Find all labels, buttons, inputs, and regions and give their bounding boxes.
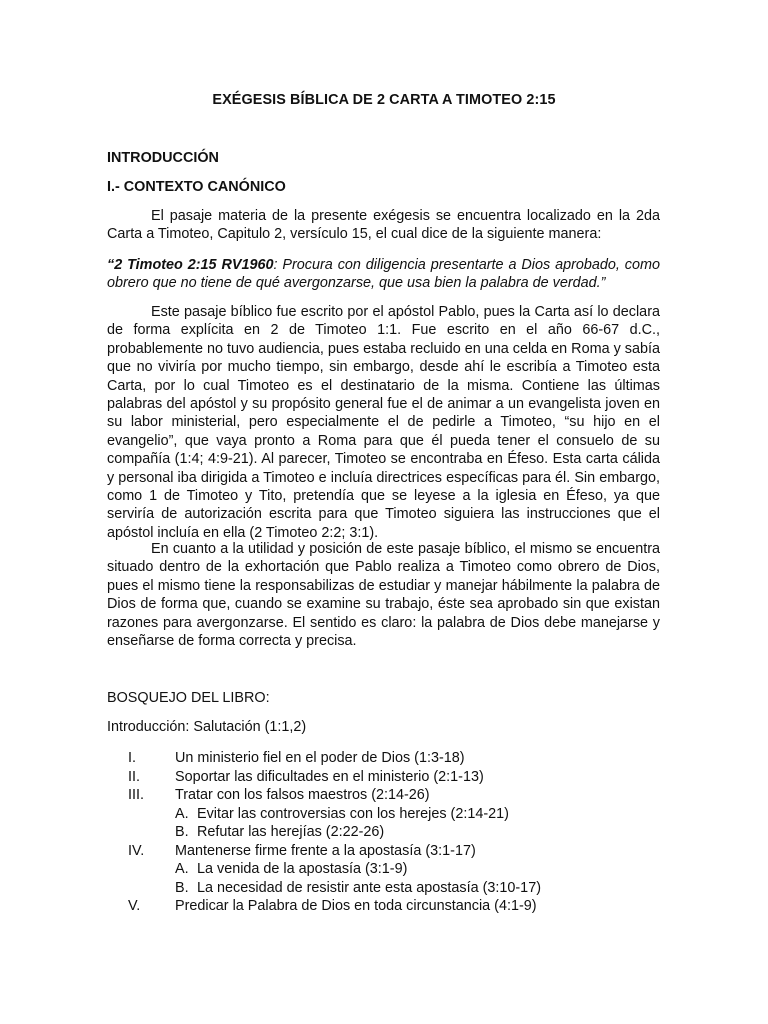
outline-text: Mantenerse firme frente a la apostasía (3:1-17) bbox=[175, 842, 476, 859]
outline-text: La necesidad de resistir ante esta apostasía (3:10-17) bbox=[197, 879, 541, 896]
intro-heading: INTRODUCCIÓN bbox=[107, 150, 219, 166]
outline-text: Soportar las dificultades en el ministerio (2:1-13) bbox=[175, 768, 484, 785]
outline-text: La venida de la apostasía (3:1-9) bbox=[197, 861, 408, 877]
document-title: EXÉGESIS BÍBLICA DE 2 CARTA A TIMOTEO 2:15 bbox=[212, 92, 556, 108]
verse-open-mark: “ bbox=[107, 257, 115, 273]
paragraph-authorship: Este pasaje bíblico fue escrito por el apóstol Pablo, pues la Carta así lo declara de forma explícita en 2 de Timoteo 1:1. Fue escrito en el año 66-67 d.C., probablemente no tuvo audiencia, pues estaba recluido en una celda en Roma y sabía que no viviría por mucho tiempo, sin embargo, desde ahí le escribía a Timoteo esta Carta, por lo cual Timoteo es el destinatario de la misma. Contiene las últimas palabras del apóstol y su propósito general fue el de animar a un evangelista joven en su labor ministerial, pero especialmente el de pedirle a Timoteo, “su hijo en el evangelio”, que vaya pronto a Roma para que él pueda tener el consuelo de su compañía (1:4; 4:9-21). Al parecer, Timoteo se encontraba en Éfeso. Esta carta cálida y personal iba dirigida a Timoteo e incluía directrices específicas para él. Sin embargo, como 1 de Timoteo y Tito, pretendía que se leyese a la iglesia en Éfeso, ya que serviría de autorización escrita para que Timoteo siguiera las instrucciones que el apóstol incluía en ella (2 Timoteo 2:2; 3:1). bbox=[107, 304, 660, 541]
outline-letter: A. bbox=[175, 861, 189, 877]
paragraph-utility: En cuanto a la utilidad y posición de este pasaje bíblico, el mismo se encuentra situado dentro de la exhortación que Pablo realiza a Timoteo como obrero de Dios, pues el mismo tiene la responsabilizas de estudiar y manejar hábilmente la palabra de Dios de forma que, cuando se examine su trabajo, éste sea aprobado sin que existan razones para avergonzarse. El sentido es claro: la palabra de Dios debe manejarse y enseñarse de forma correcta y precisa. bbox=[107, 541, 660, 650]
outline-number: IV. bbox=[128, 842, 145, 859]
section-heading: I.- CONTEXTO CANÓNICO bbox=[107, 179, 286, 195]
outline-intro: Introducción: Salutación (1:1,2) bbox=[107, 719, 307, 735]
outline-text: Evitar las controversias con los herejes (2:14-21) bbox=[197, 805, 509, 822]
paragraph-location: El pasaje materia de la presente exégesis se encuentra localizado en la 2da Carta a Timoteo, Capitulo 2, versículo 15, el cual dice de la siguiente manera: bbox=[107, 208, 660, 243]
verse-quote bbox=[107, 256, 660, 293]
outline-letter: B. bbox=[175, 879, 189, 896]
outline-text: Refutar las herejías (2:22-26) bbox=[197, 824, 385, 840]
outline-letter: B. bbox=[175, 824, 189, 840]
outline-number: II. bbox=[128, 768, 140, 785]
outline-number: V. bbox=[128, 898, 141, 914]
outline-number: I. bbox=[128, 750, 136, 766]
outline-number: III. bbox=[128, 787, 144, 803]
outline-text: Tratar con los falsos maestros (2:14-26) bbox=[175, 787, 430, 803]
outline-text: Predicar la Palabra de Dios en toda circunstancia (4:1-9) bbox=[175, 898, 537, 914]
outline-text: Un ministerio fiel en el poder de Dios (1:3-18) bbox=[175, 750, 465, 766]
verse-reference: 2 Timoteo 2:15 RV1960 bbox=[114, 257, 274, 273]
outline-letter: A. bbox=[175, 805, 189, 822]
verse-text: : Procura con diligencia presentarte a Dios aprobado, como obrero que no tiene de qué avergonzarse, que usa bien la palabra de verdad.” bbox=[107, 257, 660, 292]
outline-heading: BOSQUEJO DEL LIBRO: bbox=[107, 690, 270, 706]
